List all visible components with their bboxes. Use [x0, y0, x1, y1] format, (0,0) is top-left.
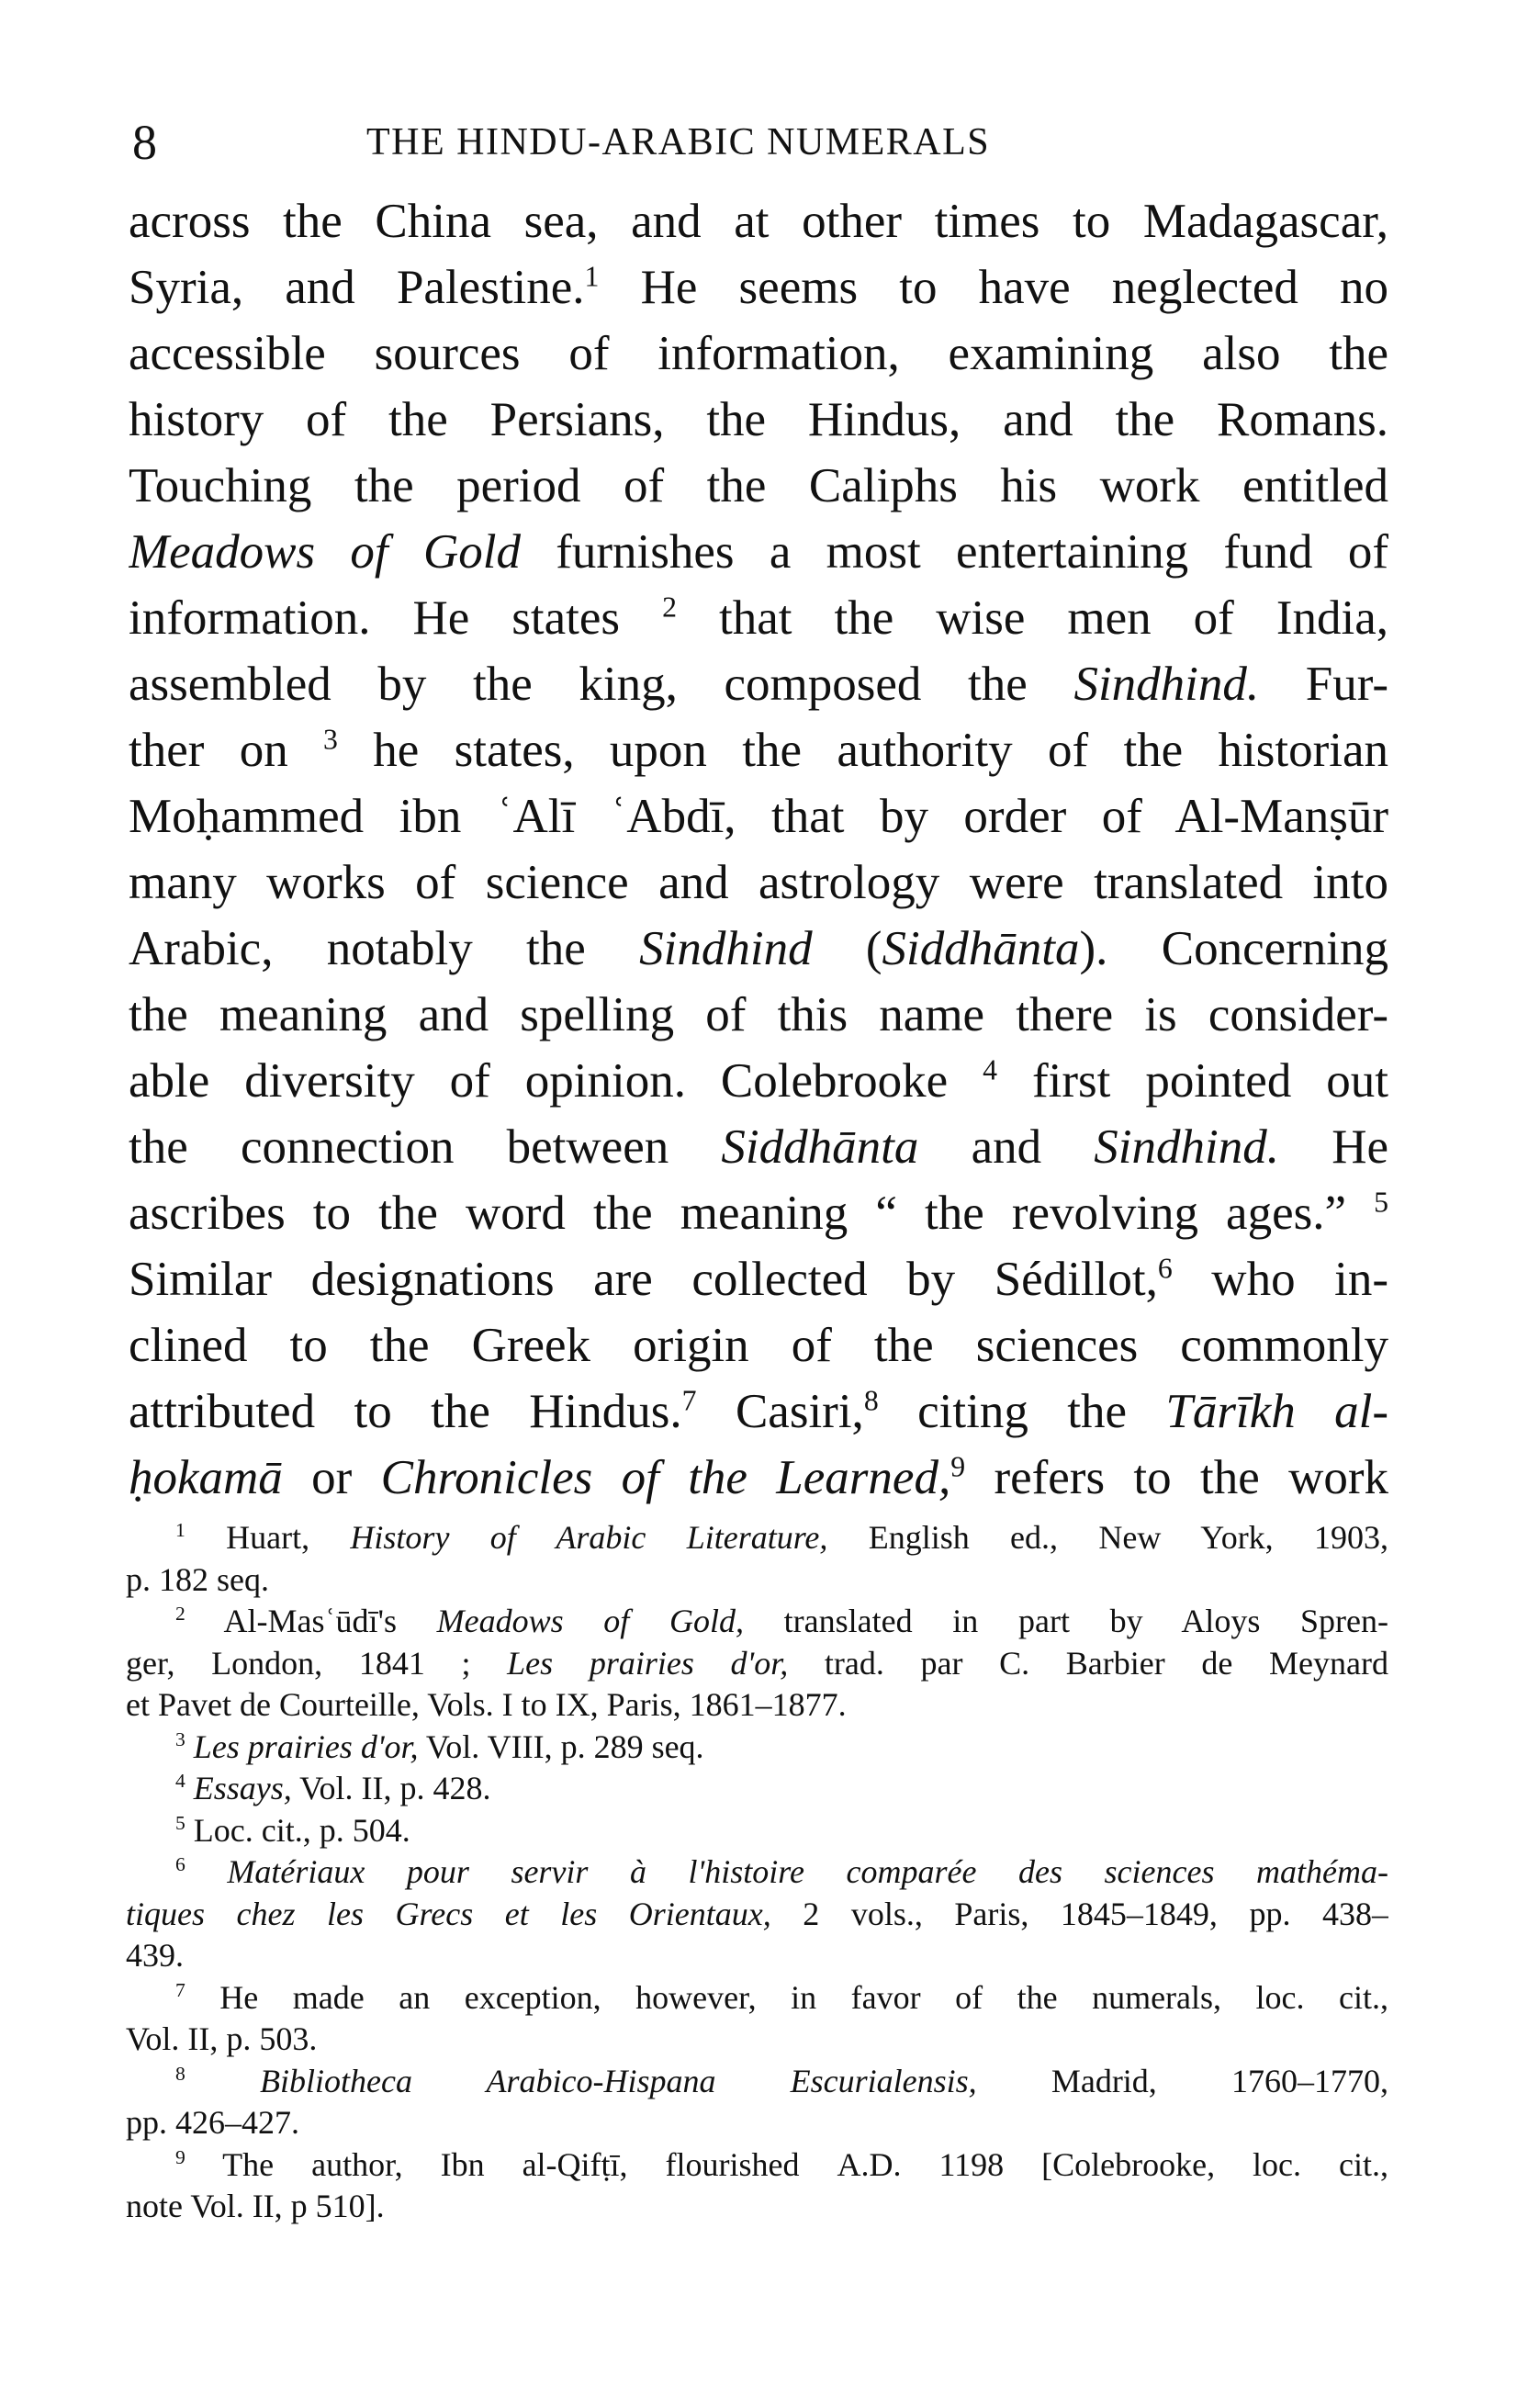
body-line — [129, 519, 1388, 585]
text-span: English ed., New York, 1903, — [827, 1519, 1388, 1556]
footnote-line — [126, 1559, 1388, 1602]
footnote-marker: 1 — [584, 260, 600, 293]
text-span: refers to the work — [965, 1451, 1388, 1504]
text-span: able diversity of opinion. Colebrooke — [129, 1054, 983, 1108]
text-span: ther on — [129, 724, 324, 777]
text-span: Syria, and Palestine. — [129, 261, 585, 314]
body-line — [129, 1048, 1388, 1114]
footnotes — [126, 1517, 1388, 2228]
body-line — [129, 387, 1388, 453]
footnote-line — [126, 1768, 1388, 1810]
body-line — [129, 850, 1388, 916]
text-span: that the wise men of India, — [676, 591, 1388, 645]
text-span: ascribes to the word the meaning “ the revolving ages.” — [129, 1187, 1375, 1240]
text-span: note Vol. II, p 510]. — [126, 2188, 385, 2224]
text-span — [185, 2063, 260, 2099]
text-span: first pointed out — [997, 1054, 1388, 1108]
text-span: Vol. II, p. 503. — [126, 2020, 318, 2057]
text-span: many works of science and astrology were translated into — [129, 856, 1388, 909]
text-span: history of the Persians, the Hindus, and the Romans. — [129, 393, 1388, 446]
text-span: Vol. VIII, p. 289 seq. — [418, 1727, 704, 1765]
italic-text: Siddhānta — [882, 922, 1080, 975]
text-span: ger, London, 1841 ; — [126, 1644, 508, 1682]
italic-text: ḥokamā — [129, 1451, 283, 1504]
body-line — [129, 1378, 1388, 1445]
text-span: A.D. — [837, 2145, 902, 2183]
italic-text: Sindhind. — [1094, 1120, 1279, 1174]
italic-text: Siddhānta — [721, 1120, 919, 1174]
text-span: clined to the Greek origin of the sciences commonly — [129, 1319, 1388, 1372]
text-span: attributed to the Hindus. — [129, 1385, 682, 1438]
italic-text: Meadows of Gold, — [436, 1603, 744, 1639]
body-line — [129, 453, 1388, 519]
text-span: pp. 426–427. — [126, 2104, 299, 2141]
body-line — [129, 1246, 1388, 1312]
footnote-marker: 4 — [175, 1770, 185, 1792]
footnote-line — [126, 1601, 1388, 1643]
footnote-marker: 1 — [175, 1519, 185, 1541]
body-line — [129, 1312, 1388, 1378]
text-span: Al-Masʿūdī's — [185, 1603, 437, 1639]
italic-text: Sindhind — [639, 922, 813, 975]
footnote-marker: 7 — [175, 1978, 185, 2001]
body-line — [129, 254, 1388, 321]
italic-text: tiques chez les Grecs et les Orientaux, — [126, 1895, 771, 1932]
footnote-marker: 3 — [323, 723, 338, 756]
running-head: THE HINDU-ARABIC NUMERALS — [366, 121, 991, 163]
footnote-marker: 5 — [1374, 1186, 1388, 1219]
text-span: citing the — [878, 1385, 1166, 1438]
italic-text: Matériaux pour servir à l'histoire comparée des sciences mathéma- — [227, 1853, 1388, 1890]
text-span: he states, upon the authority of the historian — [337, 724, 1388, 777]
footnote-marker: 9 — [950, 1450, 966, 1483]
text-span: 1198 [Colebrooke, loc. cit., — [901, 2145, 1388, 2183]
text-span — [185, 1728, 194, 1765]
footnote-marker: 8 — [175, 2062, 185, 2085]
text-span: Loc. cit., p. 504. — [185, 1811, 410, 1849]
text-span: accessible sources of information, examining also the — [129, 327, 1388, 380]
footnote-line — [126, 1977, 1388, 2020]
text-span: Touching the period of the Caliphs his work entitled — [129, 459, 1388, 512]
page-number: 8 — [132, 115, 157, 170]
footnote-marker: 8 — [863, 1384, 879, 1417]
text-span: p. 182 seq. — [126, 1560, 269, 1598]
footnote-line — [126, 1684, 1388, 1727]
body-line — [129, 717, 1388, 783]
italic-text: Les prairies d'or, — [193, 1727, 419, 1765]
footnote-marker: 6 — [1157, 1252, 1173, 1285]
footnote-line — [126, 1851, 1388, 1894]
text-span: He — [1279, 1120, 1388, 1174]
text-span: translated in part by Aloys Spren- — [744, 1603, 1388, 1639]
text-span — [185, 1853, 228, 1890]
text-span: Huart, — [185, 1519, 351, 1556]
text-span: Moḥammed ibn ʿAlī ʿAbdī, that by order of Al-Manṣūr — [129, 790, 1388, 843]
italic-text: Tārīkh al- — [1165, 1385, 1388, 1438]
footnote-line — [126, 1727, 1388, 1769]
italic-text: Essays, — [193, 1770, 292, 1806]
body-line — [129, 916, 1388, 982]
text-span: and — [918, 1120, 1095, 1174]
text-span: across the China sea, and at other times to Madagascar, — [129, 195, 1388, 248]
italic-text: Meadows of Gold — [129, 525, 521, 579]
footnote-line — [126, 2102, 1388, 2144]
text-span: or — [282, 1451, 381, 1504]
body-line — [129, 1180, 1388, 1246]
footnote-marker: 7 — [681, 1384, 697, 1417]
footnote-line — [126, 1517, 1388, 1559]
text-span: the meaning and spelling of this name there is consider- — [129, 988, 1388, 1041]
text-span: Vol. II, p. 428. — [291, 1770, 491, 1806]
footnote-line — [126, 1935, 1388, 1977]
footnote-line — [126, 2186, 1388, 2228]
text-span: Madrid, 1760–1770, — [976, 2062, 1388, 2099]
text-span — [185, 1770, 194, 1806]
text-span: furnishes a most entertaining fund of — [520, 525, 1388, 579]
italic-text: Les prairies d'or, — [507, 1644, 789, 1682]
footnote-marker: 9 — [175, 2145, 185, 2168]
footnote-line — [126, 1810, 1388, 1852]
text-span: the connection between — [129, 1120, 722, 1174]
text-span: He made an exception, however, in favor of the numerals, loc. cit., — [185, 1978, 1388, 2016]
text-span: He seems to have neglected no — [599, 261, 1388, 314]
body-line — [129, 651, 1388, 717]
italic-text: Bibliotheca Arabico-Hispana Escurialensis, — [259, 2062, 977, 2099]
text-span: assembled by the king, composed the — [129, 658, 1074, 711]
page-header — [132, 110, 1399, 174]
footnote-marker: 6 — [175, 1853, 185, 1875]
text-span: et Pavet de Courteille, Vols. I to IX, Paris, 1861–1877. — [126, 1686, 847, 1723]
footnote-marker: 2 — [175, 1603, 185, 1625]
text-span: 439. — [126, 1937, 184, 1974]
footnote-line — [126, 2019, 1388, 2061]
text-span: Similar designations are collected by Sédillot, — [129, 1253, 1158, 1306]
text-span: 2 vols., Paris, 1845–1849, pp. 438– — [770, 1895, 1388, 1932]
footnote-marker: 5 — [175, 1811, 185, 1834]
text-span: ( — [812, 922, 882, 975]
text-span: who in- — [1172, 1253, 1388, 1306]
body-line — [129, 982, 1388, 1048]
text-span: Fur- — [1259, 658, 1388, 711]
body-line — [129, 321, 1388, 387]
footnote-line — [126, 2144, 1388, 2187]
footnote-marker: 3 — [175, 1727, 185, 1750]
footnote-line — [126, 2061, 1388, 2103]
footnote-marker: 4 — [983, 1053, 998, 1086]
text-span: Casiri, — [696, 1385, 864, 1438]
italic-text: History of Arabic Literature, — [350, 1519, 828, 1556]
footnote-line — [126, 1643, 1388, 1685]
body-line — [129, 783, 1388, 850]
body-line — [129, 188, 1388, 254]
body-text — [129, 188, 1388, 1511]
text-span: trad. par C. Barbier de Meynard — [788, 1644, 1388, 1682]
footnote-line — [126, 1894, 1388, 1936]
body-line — [129, 1114, 1388, 1180]
footnote-marker: 2 — [662, 591, 677, 624]
body-line — [129, 585, 1388, 651]
italic-text: Sindhind. — [1073, 658, 1260, 711]
text-span: information. He states — [129, 591, 663, 645]
text-span: Arabic, notably the — [129, 922, 640, 975]
text-span: The author, Ibn al-Qifṭī, flourished — [185, 2145, 837, 2183]
body-line — [129, 1445, 1388, 1511]
text-span: ). Concerning — [1079, 922, 1388, 975]
italic-text: Chronicles of the Learned, — [380, 1451, 951, 1504]
